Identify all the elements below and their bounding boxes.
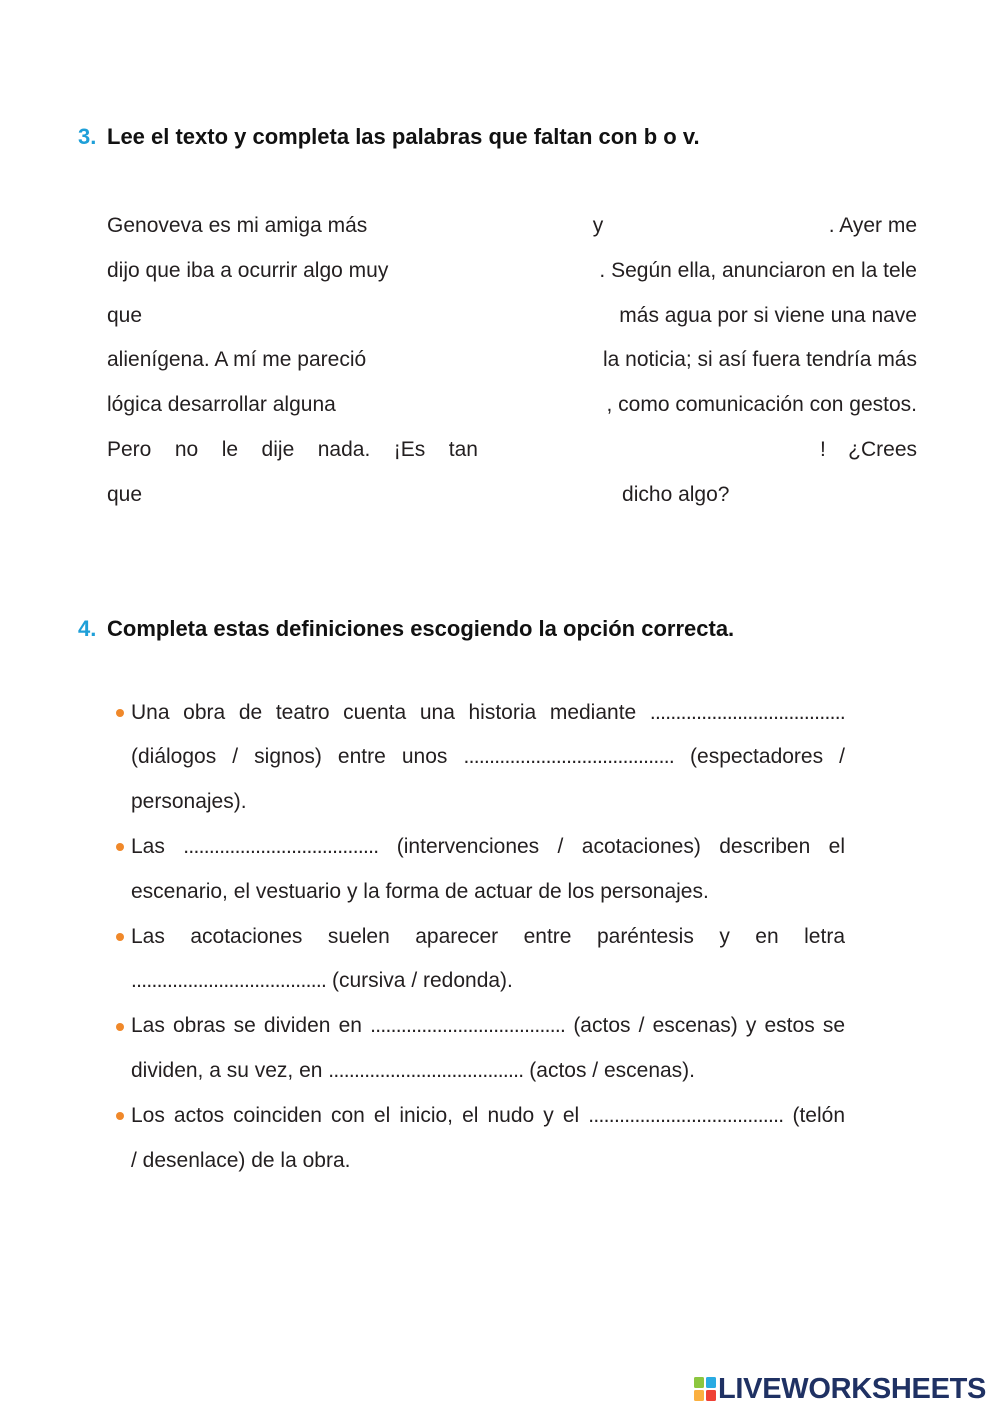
item-text: dividen, a su vez, en	[131, 1058, 323, 1082]
exercise-number: 4.	[78, 616, 97, 641]
passage-text: dijo que iba a ocurrir algo muy	[107, 258, 389, 282]
item-line	[131, 1049, 845, 1094]
answer-blank[interactable]: ......................................	[588, 1103, 784, 1127]
item-text: (cursiva / redonda).	[331, 969, 513, 993]
answer-input-7[interactable]	[478, 434, 820, 466]
passage-text: . Ayer me	[828, 213, 918, 237]
passage-line-2	[107, 248, 917, 293]
item-text: Los actos coinciden con el inicio, el nudo y el	[131, 1103, 580, 1127]
list-item	[131, 1094, 845, 1184]
passage-text: . Según ella, anunciaron en la tele	[599, 258, 917, 282]
reading-passage	[107, 204, 917, 518]
passage-text: que	[107, 303, 143, 327]
passage-text: alienígena. A mí me pareció	[107, 348, 367, 372]
list-item	[131, 915, 845, 1005]
answer-blank[interactable]: .........................................	[463, 745, 674, 769]
list-item	[131, 825, 845, 915]
definition-list	[131, 691, 845, 1184]
item-line	[131, 1004, 845, 1049]
answer-blank[interactable]: ......................................	[131, 969, 327, 993]
item-text: (actos / escenas).	[529, 1058, 695, 1082]
item-text: / desenlace) de la obra.	[131, 1148, 351, 1172]
item-line	[131, 1094, 845, 1139]
bullet-icon	[116, 709, 124, 717]
item-text: Las	[131, 834, 165, 858]
passage-text: lógica desarrollar alguna	[107, 393, 336, 417]
item-line	[131, 915, 845, 960]
item-line	[131, 825, 845, 870]
passage-line-6	[107, 428, 917, 473]
item-text: (actos / escenas) y estos se	[573, 1014, 845, 1038]
exercise-3-heading	[78, 122, 700, 152]
answer-input-5[interactable]	[366, 344, 603, 376]
item-text: Una obra de teatro cuenta una historia mediante	[131, 700, 637, 724]
bullet-icon	[116, 933, 124, 941]
answer-input-2[interactable]	[608, 210, 828, 242]
answer-blank[interactable]: ......................................	[328, 1058, 524, 1082]
answer-blank[interactable]: ......................................	[370, 1014, 566, 1038]
item-line	[131, 870, 845, 915]
item-text: escenario, el vestuario y la forma de actuar de los personajes.	[131, 879, 709, 903]
bullet-icon	[116, 1112, 124, 1120]
item-text: (intervenciones / acotaciones) describen el	[396, 834, 845, 858]
list-item	[131, 691, 845, 825]
item-line	[131, 1139, 845, 1184]
item-text: (diálogos / signos) entre unos	[131, 745, 448, 769]
item-line	[131, 780, 845, 825]
answer-input-6[interactable]	[336, 389, 607, 421]
answer-input-8[interactable]	[142, 479, 622, 511]
exercise-4-heading	[78, 614, 734, 644]
passage-text: dicho algo?	[622, 482, 730, 506]
list-item	[131, 1004, 845, 1094]
answer-blank[interactable]: ......................................	[183, 834, 379, 858]
bullet-icon	[116, 1023, 124, 1031]
item-line	[131, 959, 845, 1004]
item-text: personajes).	[131, 790, 247, 814]
bullet-icon	[116, 843, 124, 851]
passage-text: ! ¿Crees	[820, 437, 917, 461]
passage-text: Genoveva es mi amiga más	[107, 213, 368, 237]
item-text: (espectadores /	[690, 745, 845, 769]
passage-text: y	[592, 213, 604, 237]
passage-line-4	[107, 338, 917, 383]
item-text: Las acotaciones suelen aparecer entre paréntesis y en letra	[131, 924, 845, 948]
passage-text: , como comunicación con gestos.	[606, 393, 917, 417]
answer-blank[interactable]: ......................................	[649, 700, 845, 724]
item-line	[131, 691, 845, 736]
passage-text: más agua por si viene una nave	[619, 303, 917, 327]
exercise-number: 3.	[78, 124, 97, 149]
exercise-instruction: Completa estas definiciones escogiendo la opción correcta.	[107, 616, 735, 641]
exercise-instruction: Lee el texto y completa las palabras que faltan con b o v.	[107, 124, 700, 149]
item-text: (telón	[792, 1103, 845, 1127]
passage-text: la noticia; si así fuera tendría más	[603, 348, 917, 372]
passage-line-7	[107, 472, 917, 517]
item-text: Las obras se dividen en	[131, 1014, 362, 1038]
passage-text: que	[107, 482, 143, 506]
passage-line-1	[107, 204, 917, 249]
answer-input-4[interactable]	[142, 300, 619, 332]
liveworksheets-logo[interactable]	[694, 1374, 986, 1404]
answer-input-3[interactable]	[388, 255, 599, 287]
passage-text: Pero no le dije nada. ¡Es tan	[107, 437, 478, 461]
liveworksheets-logo-icon	[694, 1377, 716, 1401]
answer-input-1[interactable]	[367, 210, 587, 242]
passage-line-3	[107, 293, 917, 338]
passage-line-5	[107, 383, 917, 428]
item-line	[131, 735, 845, 780]
brand-name: LIVEWORKSHEETS	[718, 1373, 987, 1405]
